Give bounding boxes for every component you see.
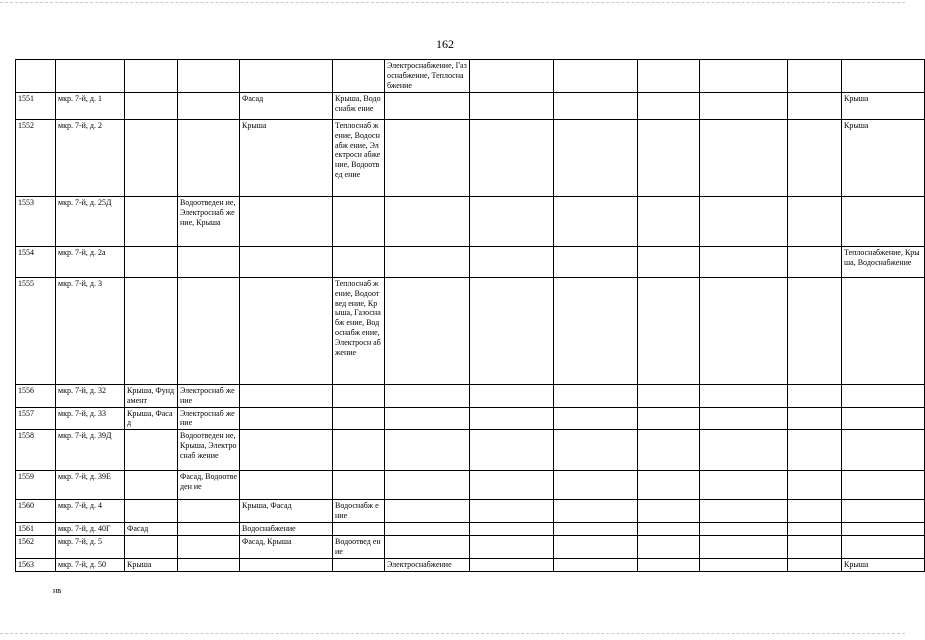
table-cell	[788, 558, 842, 571]
table-cell: Водоотведен ие, Электроснаб жение, Крыша	[178, 196, 240, 246]
table-cell	[554, 60, 638, 93]
table-cell	[638, 500, 700, 523]
row-number-cell: 1552	[16, 119, 56, 196]
table-cell	[125, 60, 178, 93]
row-number-cell: 1554	[16, 246, 56, 277]
table-row	[16, 196, 925, 246]
table-cell: Крыша, Фундамент	[125, 384, 178, 407]
table-cell	[470, 558, 554, 571]
table-cell	[788, 119, 842, 196]
table-cell: Крыша, Фасад	[240, 500, 333, 523]
table-cell	[385, 277, 470, 384]
table-cell	[700, 536, 788, 559]
table-cell: Водоснабж ение	[333, 500, 385, 523]
table-cell	[554, 277, 638, 384]
table-cell	[842, 523, 925, 536]
table-cell	[333, 407, 385, 430]
table-cell	[554, 523, 638, 536]
table-cell: Электроснаб жение	[178, 384, 240, 407]
table-cell: Теплоснаб жение, Водоотвед ение, Крыша, Газоснабж ение, Водоснабж ение, Электросн абжение	[333, 277, 385, 384]
table-cell	[333, 196, 385, 246]
table-cell	[638, 384, 700, 407]
table-cell	[333, 430, 385, 471]
table-cell: Крыша	[240, 119, 333, 196]
table-cell	[125, 277, 178, 384]
table-cell	[638, 119, 700, 196]
table-cell	[638, 92, 700, 119]
table-cell	[788, 407, 842, 430]
table-cell: Электроснабжение	[385, 558, 470, 571]
table-cell: Водоотведен ие, Крыша, Электроснаб жение	[178, 430, 240, 471]
table-cell	[788, 196, 842, 246]
table-cell	[842, 384, 925, 407]
table-cell	[554, 500, 638, 523]
table-cell	[842, 430, 925, 471]
table-cell	[385, 536, 470, 559]
table-cell	[788, 384, 842, 407]
table-cell	[638, 407, 700, 430]
table-cell	[125, 430, 178, 471]
table-cell: Фасад	[125, 523, 178, 536]
row-number-cell: 1557	[16, 407, 56, 430]
table-cell	[125, 196, 178, 246]
table-row	[16, 92, 925, 119]
table-cell	[554, 407, 638, 430]
table-cell	[638, 60, 700, 93]
table-cell	[700, 558, 788, 571]
table-cell	[554, 119, 638, 196]
table-cell	[554, 196, 638, 246]
table-cell	[470, 246, 554, 277]
table-row	[16, 523, 925, 536]
table-cell	[638, 430, 700, 471]
row-number-cell: 1563	[16, 558, 56, 571]
table-cell	[470, 92, 554, 119]
table-cell	[333, 471, 385, 500]
table-cell: Фасад	[240, 92, 333, 119]
address-cell: мкр. 7-й, д. 33	[56, 407, 125, 430]
table-cell	[385, 471, 470, 500]
footer-code: нв	[53, 586, 62, 595]
table-cell: Водоснабжение	[240, 523, 333, 536]
address-cell: мкр. 7-й, д. 40Г	[56, 523, 125, 536]
table-cell	[470, 471, 554, 500]
table-cell	[638, 558, 700, 571]
address-cell: мкр. 7-й, д. 25Д	[56, 196, 125, 246]
table-cell	[842, 196, 925, 246]
table-cell	[700, 277, 788, 384]
table-row	[16, 246, 925, 277]
table-cell	[788, 523, 842, 536]
table-row	[16, 558, 925, 571]
table-cell	[385, 430, 470, 471]
table-cell	[333, 523, 385, 536]
table-cell	[470, 536, 554, 559]
table-cell	[178, 558, 240, 571]
address-cell: мкр. 7-й, д. 3	[56, 277, 125, 384]
address-cell: мкр. 7-й, д. 5	[56, 536, 125, 559]
table-cell	[178, 523, 240, 536]
row-number-cell	[16, 60, 56, 93]
table-cell	[385, 384, 470, 407]
table-cell	[788, 92, 842, 119]
table-cell	[554, 246, 638, 277]
table-cell	[470, 196, 554, 246]
table-cell	[700, 523, 788, 536]
address-cell: мкр. 7-й, д. 2а	[56, 246, 125, 277]
table-cell	[333, 60, 385, 93]
row-number-cell: 1562	[16, 536, 56, 559]
row-number-cell: 1551	[16, 92, 56, 119]
table-cell	[842, 471, 925, 500]
table-cell: Электроснабжение, Газоснабжение, Теплоснабжение	[385, 60, 470, 93]
table-cell	[554, 384, 638, 407]
table-cell	[470, 523, 554, 536]
table-cell	[788, 471, 842, 500]
address-cell: мкр. 7-й, д. 39Д	[56, 430, 125, 471]
table-cell	[470, 60, 554, 93]
table-cell	[788, 277, 842, 384]
table-cell	[125, 500, 178, 523]
table-cell	[470, 277, 554, 384]
table-cell	[638, 523, 700, 536]
table-row	[16, 407, 925, 430]
address-cell: мкр. 7-й, д. 39Е	[56, 471, 125, 500]
table-cell	[125, 471, 178, 500]
table-cell	[788, 60, 842, 93]
table-cell: Фасад, Крыша	[240, 536, 333, 559]
table-cell	[240, 471, 333, 500]
table-cell	[700, 471, 788, 500]
address-cell: мкр. 7-й, д. 1	[56, 92, 125, 119]
table-cell	[700, 384, 788, 407]
table-cell: Крыша	[842, 119, 925, 196]
table-cell	[385, 119, 470, 196]
table-cell	[470, 384, 554, 407]
address-cell: мкр. 7-й, д. 50	[56, 558, 125, 571]
table-cell	[638, 196, 700, 246]
table-cell	[333, 558, 385, 571]
table-cell	[385, 246, 470, 277]
table-row	[16, 471, 925, 500]
row-number-cell: 1561	[16, 523, 56, 536]
table-cell	[638, 277, 700, 384]
table-cell	[700, 119, 788, 196]
table-row	[16, 500, 925, 523]
table-cell	[638, 536, 700, 559]
table-cell	[700, 92, 788, 119]
table-cell	[638, 246, 700, 277]
table-cell	[554, 471, 638, 500]
row-number-cell: 1555	[16, 277, 56, 384]
table-cell	[240, 430, 333, 471]
table-cell	[385, 196, 470, 246]
table-row	[16, 384, 925, 407]
table-cell	[178, 119, 240, 196]
table-cell: Теплоснаб жение, Водоснабж ение, Электросн абжение, Водоотвед ение	[333, 119, 385, 196]
top-rule	[0, 2, 905, 3]
table-cell	[842, 60, 925, 93]
table-cell	[240, 558, 333, 571]
table-cell: Фасад, Водоотведен ие	[178, 471, 240, 500]
table-cell	[842, 407, 925, 430]
table-cell	[788, 536, 842, 559]
table-cell: Водоотвед ение	[333, 536, 385, 559]
table-cell	[700, 246, 788, 277]
table-cell	[178, 246, 240, 277]
table-cell	[333, 384, 385, 407]
table-cell	[125, 92, 178, 119]
table-cell	[240, 277, 333, 384]
table-cell	[125, 536, 178, 559]
address-cell: мкр. 7-й, д. 2	[56, 119, 125, 196]
table-cell	[700, 407, 788, 430]
table-cell	[385, 92, 470, 119]
table-cell	[842, 277, 925, 384]
table-cell	[178, 536, 240, 559]
table-row	[16, 119, 925, 196]
table-row	[16, 277, 925, 384]
table-cell	[638, 471, 700, 500]
table-cell	[842, 536, 925, 559]
table-cell	[470, 119, 554, 196]
row-number-cell: 1560	[16, 500, 56, 523]
table-cell	[125, 119, 178, 196]
table-cell	[125, 246, 178, 277]
table-cell: Крыша	[125, 558, 178, 571]
table-cell: Теплоснабжение, Крыша, Водоснабжение	[842, 246, 925, 277]
table-cell	[240, 196, 333, 246]
page-number: 162	[436, 37, 454, 51]
table-row	[16, 536, 925, 559]
table-cell	[240, 246, 333, 277]
table-cell	[788, 430, 842, 471]
table-row	[16, 60, 925, 93]
table-cell	[470, 500, 554, 523]
address-cell: мкр. 7-й, д. 32	[56, 384, 125, 407]
address-cell	[56, 60, 125, 93]
table-cell	[788, 500, 842, 523]
table-cell	[554, 558, 638, 571]
table-cell	[178, 92, 240, 119]
table-cell	[385, 500, 470, 523]
table-cell	[554, 536, 638, 559]
table-cell: Крыша, Фасад	[125, 407, 178, 430]
table-row	[16, 430, 925, 471]
table-cell: Электроснаб жение	[178, 407, 240, 430]
table-cell	[240, 407, 333, 430]
table-cell: Крыша, Водоснабж ение	[333, 92, 385, 119]
table-cell	[385, 523, 470, 536]
table-cell	[178, 60, 240, 93]
table-cell	[700, 196, 788, 246]
table-cell	[178, 277, 240, 384]
table-cell	[700, 500, 788, 523]
table-cell	[700, 60, 788, 93]
register-table	[15, 59, 925, 572]
row-number-cell: 1559	[16, 471, 56, 500]
bottom-rule	[0, 633, 905, 634]
table-cell	[178, 500, 240, 523]
table-cell	[554, 430, 638, 471]
table-cell	[333, 246, 385, 277]
table-cell: Крыша	[842, 92, 925, 119]
table-cell	[470, 430, 554, 471]
table-cell	[842, 500, 925, 523]
table-cell	[554, 92, 638, 119]
table-cell: Крыша	[842, 558, 925, 571]
row-number-cell: 1558	[16, 430, 56, 471]
row-number-cell: 1553	[16, 196, 56, 246]
table-cell	[470, 407, 554, 430]
row-number-cell: 1556	[16, 384, 56, 407]
table-cell	[240, 384, 333, 407]
table-cell	[385, 407, 470, 430]
table-cell	[240, 60, 333, 93]
address-cell: мкр. 7-й, д. 4	[56, 500, 125, 523]
table-cell	[788, 246, 842, 277]
table-cell	[700, 430, 788, 471]
